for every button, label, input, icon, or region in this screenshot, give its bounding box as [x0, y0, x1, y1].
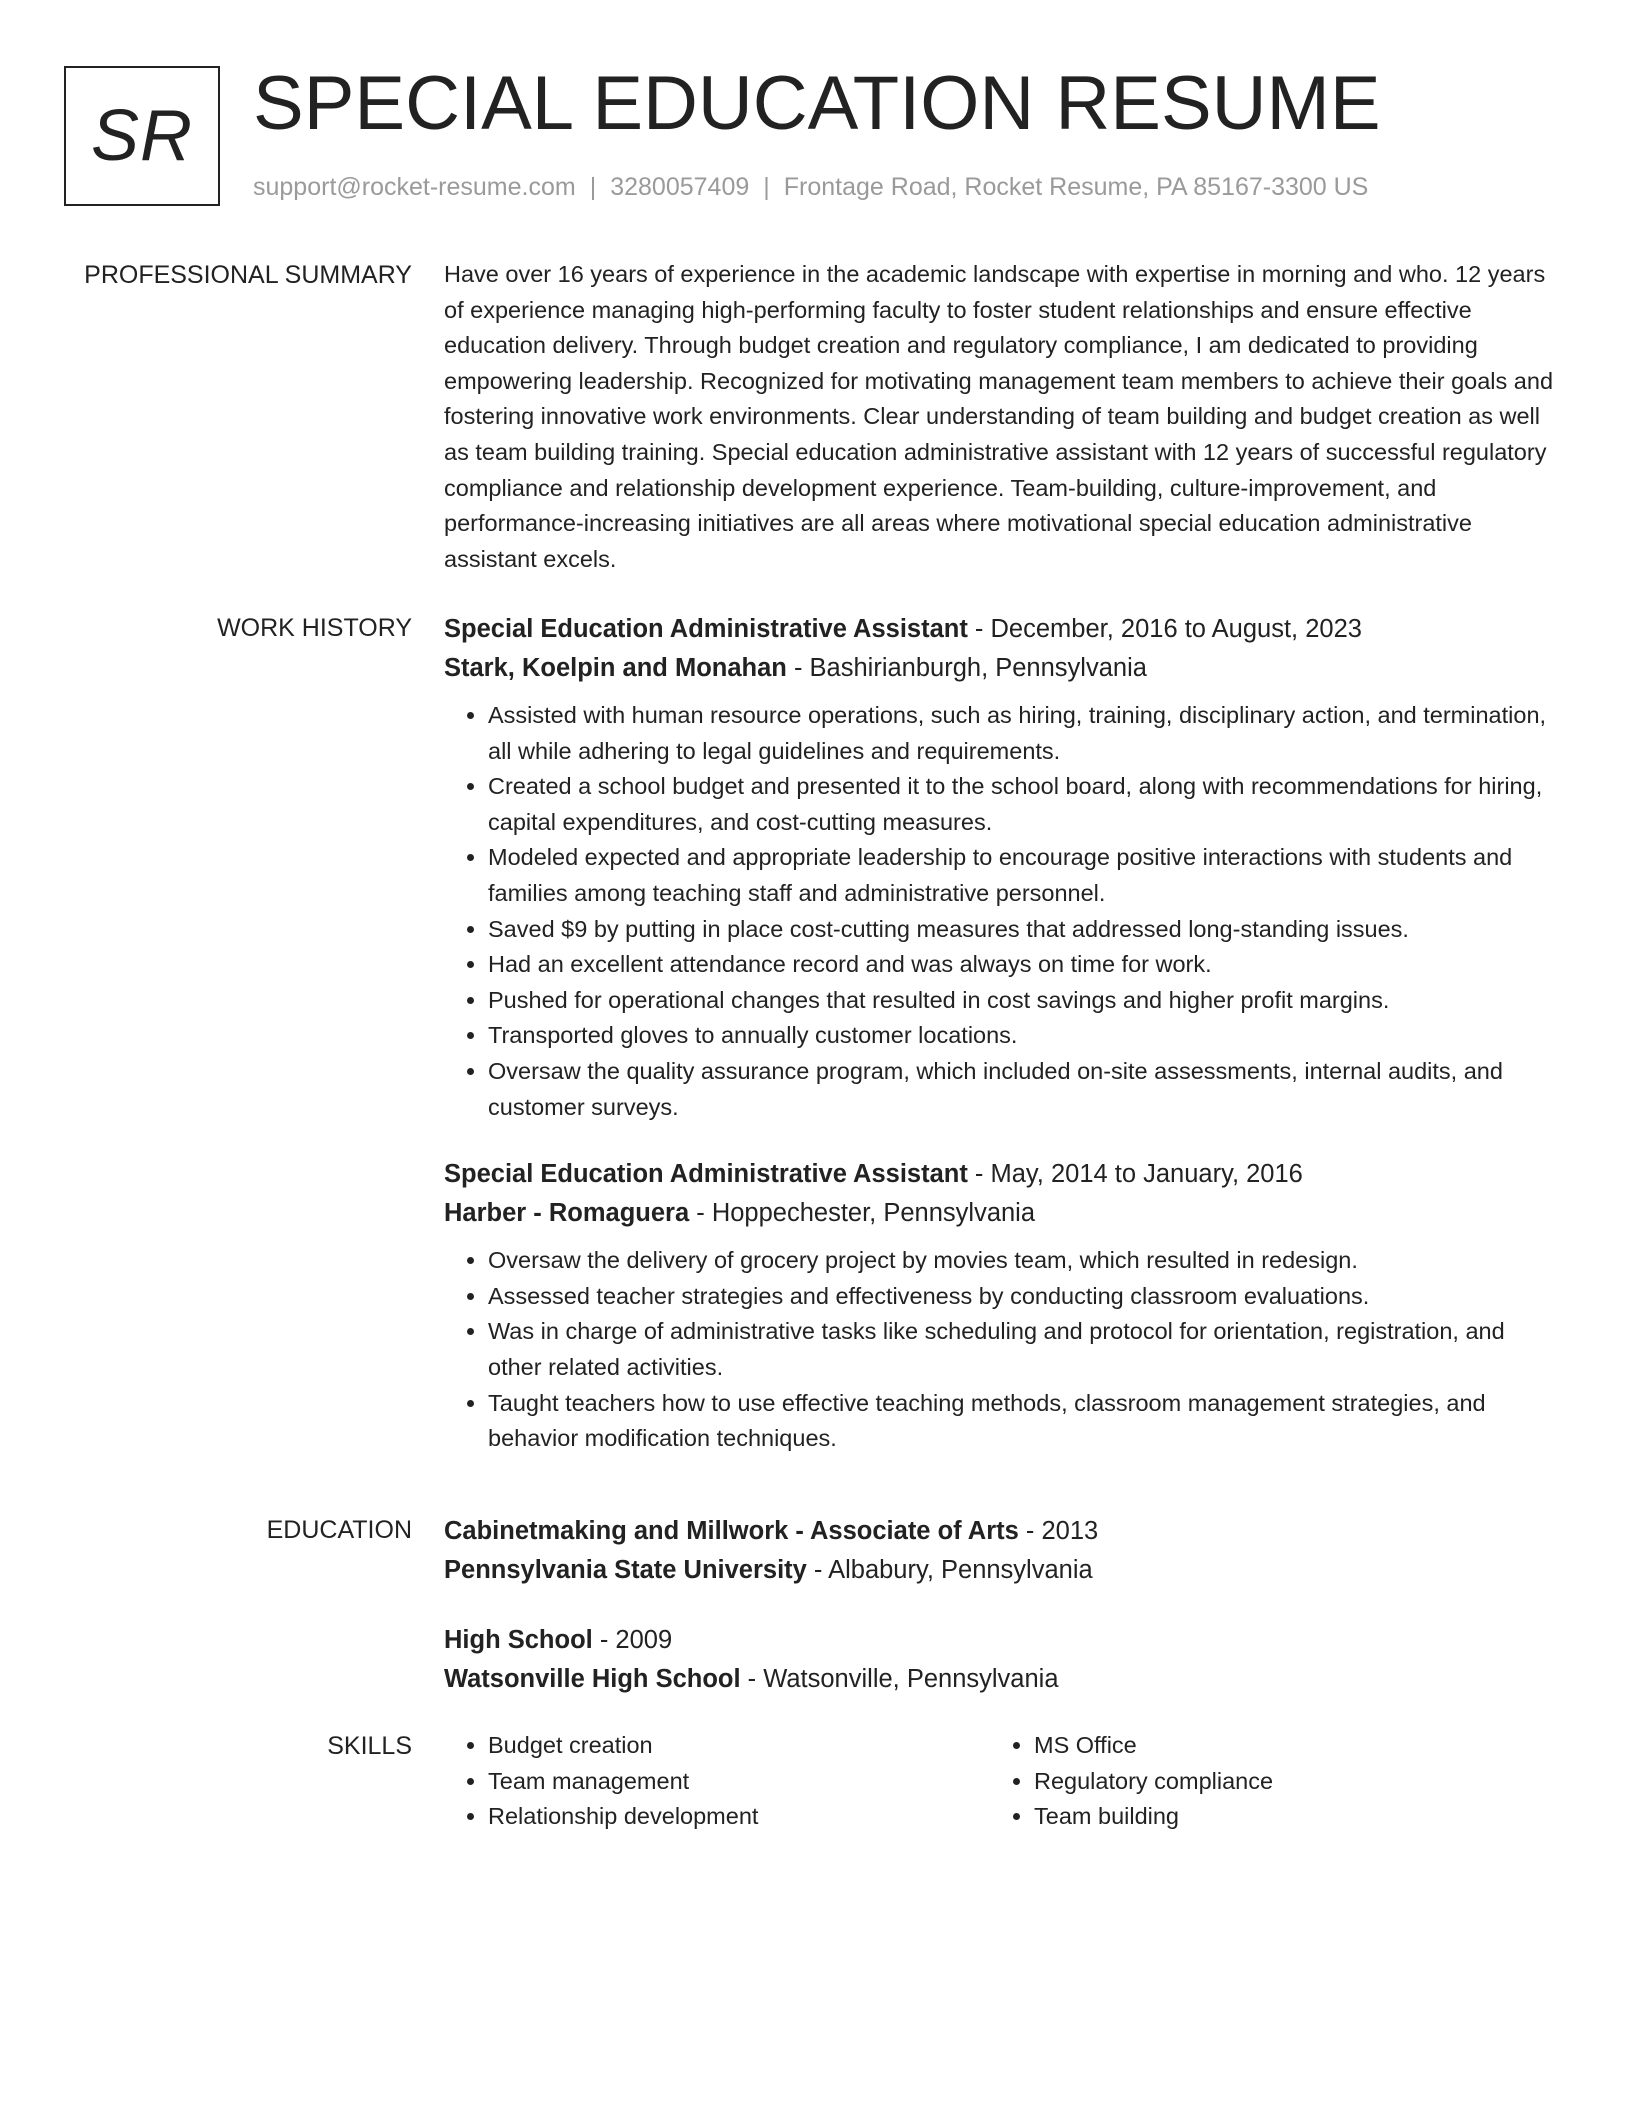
skills-list-left [444, 1728, 990, 1835]
job-bullet: • Assessed teacher strategies and effectiveness by conducting classroom evaluations. [488, 1279, 1554, 1315]
work-history-body [444, 610, 1554, 1457]
job-company-line [444, 649, 1554, 688]
summary-body [444, 257, 1554, 577]
contact-address: Frontage Road, Rocket Resume, PA 85167-3300 US [783, 173, 1369, 201]
job-bullet: • Oversaw the quality assurance program, which included on-site assessments, internal audits, and customer surveys. [488, 1054, 1554, 1125]
monogram-initials: SR [90, 96, 194, 176]
monogram-box [64, 66, 220, 206]
education-location: - Albabury, Pennsylvania [806, 1556, 1093, 1584]
job-location: - Hoppechester, Pennsylvania [689, 1199, 1036, 1228]
education-school: Pennsylvania State University [444, 1556, 807, 1584]
education-degree-line [444, 1621, 1554, 1660]
education-school: Watsonville High School [444, 1665, 741, 1693]
summary-text: Have over 16 years of experience in the academic landscape with expertise in morning and who. 12 years of experience managing high-performing faculty to foster student relationships and ensure effective education delivery. Through budget creation and regulatory compliance, I am dedicated to providing empowering leadership. Recognized for motivating management team members to achieve their goals and fostering innovative work environments. Clear understanding of team building and budget creation as well as team building training. Special education administrative assistant with 12 years of successful regulatory compliance and relationship development experience. Team-building, culture-improvement, and performance-increasing initiatives are all areas where motivational special education administrative assistant excels. [444, 261, 1554, 572]
job-bullet: • Was in charge of administrative tasks like scheduling and protocol for orientation, registration, and other related activities. [488, 1314, 1554, 1385]
skill-item: • MS Office [1034, 1728, 1536, 1764]
contact-separator: | [763, 173, 770, 201]
job-entry [444, 610, 1554, 1125]
education-location: - Watsonville, Pennsylvania [740, 1665, 1059, 1693]
education-entry [444, 1621, 1554, 1699]
skills-list-right [990, 1728, 1536, 1835]
job-bullet: • Transported gloves to annually customer locations. [488, 1018, 1554, 1054]
education-degree: High School [444, 1626, 593, 1654]
skill-item: • Budget creation [488, 1728, 990, 1764]
job-title: Special Education Administrative Assistant [444, 1160, 968, 1189]
summary-label: PROFESSIONAL SUMMARY [84, 261, 412, 289]
skill-item: • Team building [1034, 1799, 1536, 1835]
job-bullet: • Assisted with human resource operations, such as hiring, training, disciplinary action, and termination, all while adhering to legal guidelines and requirements. [488, 698, 1554, 769]
contact-phone: 3280057409 [610, 173, 750, 201]
contact-line [253, 173, 1368, 202]
job-title: Special Education Administrative Assistant [444, 615, 968, 643]
job-company: Harber - Romaguera [444, 1199, 690, 1228]
education-school-line [444, 1660, 1554, 1699]
education-year: - 2013 [1018, 1517, 1099, 1545]
job-dates: - December, 2016 to August, 2023 [967, 615, 1362, 643]
job-location: - Bashirianburgh, Pennsylvania [786, 654, 1147, 682]
contact-email: support@rocket-resume.com [253, 173, 576, 201]
job-bullet: • Pushed for operational changes that resulted in cost savings and higher profit margins. [488, 983, 1554, 1019]
job-bullets [444, 1243, 1554, 1457]
education-entry [444, 1512, 1554, 1590]
education-label: EDUCATION [266, 1516, 412, 1544]
contact-separator: | [589, 173, 597, 201]
resume-title: SPECIAL EDUCATION RESUME [253, 61, 1381, 146]
education-degree-line [444, 1512, 1554, 1551]
skills-body [444, 1728, 1554, 1835]
work-history-label: WORK HISTORY [217, 614, 412, 642]
job-bullet: • Saved $9 by putting in place cost-cutting measures that addressed long-standing issues. [488, 912, 1554, 948]
job-bullets [444, 698, 1554, 1125]
job-title-line [444, 610, 1554, 649]
job-bullet: • Taught teachers how to use effective teaching methods, classroom management strategies, and behavior modification techniques. [488, 1386, 1554, 1457]
job-bullet: • Oversaw the delivery of grocery project by movies team, which resulted in redesign. [488, 1243, 1554, 1279]
education-degree: Cabinetmaking and Millwork - Associate of Arts [444, 1517, 1019, 1545]
skills-label: SKILLS [327, 1732, 412, 1760]
job-dates: - May, 2014 to January, 2016 [967, 1160, 1303, 1189]
skill-item: • Regulatory compliance [1034, 1764, 1536, 1800]
education-body [444, 1512, 1554, 1699]
job-bullet: • Had an excellent attendance record and was always on time for work. [488, 947, 1554, 983]
job-company: Stark, Koelpin and Monahan [444, 654, 787, 682]
job-title-line [444, 1155, 1554, 1194]
skill-item: • Relationship development [488, 1799, 990, 1835]
education-year: - 2009 [592, 1626, 673, 1654]
job-entry [444, 1155, 1554, 1457]
job-bullet: • Created a school budget and presented it to the school board, along with recommendations for hiring, capital expenditures, and cost-cutting measures. [488, 769, 1554, 840]
job-bullet: • Modeled expected and appropriate leadership to encourage positive interactions with students and families among teaching staff and administrative personnel. [488, 840, 1554, 911]
job-company-line [444, 1194, 1554, 1233]
education-school-line [444, 1551, 1554, 1590]
skill-item: • Team management [488, 1764, 990, 1800]
